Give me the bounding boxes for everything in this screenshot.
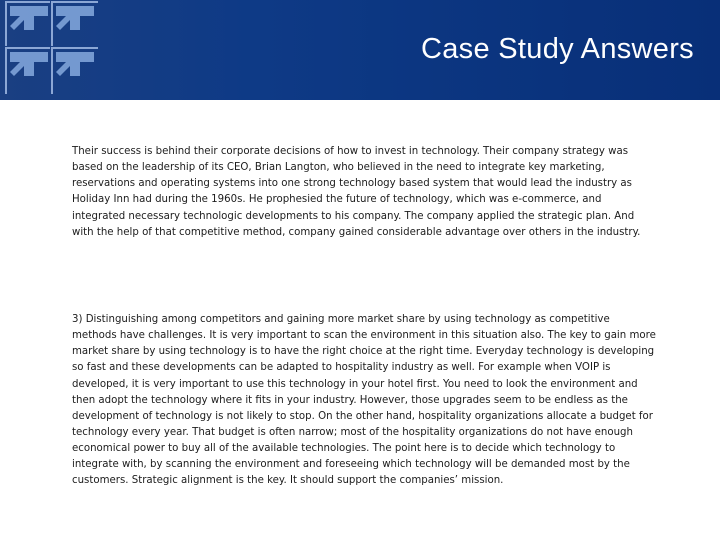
paragraph-1: Their success is behind their corporate decisions of how to invest in technology. Their company strategy was based on the leadership of its CEO, Brian Langton, who believed in the need to integrate key marketing, reservations and operating systems into one strong technology based system that would lead the industry as Holiday Inn had during the 1960s. He prophesied the future of technology, which was e-commerce, and integrated necessary technologic developments to his company. The company applied the strategic plan. And with the help of that competitive method, company gained considerable advantage over others in the industry. <box>72 146 641 238</box>
slide-title: Case Study Answers <box>421 33 694 65</box>
arrows-logo-icon <box>0 0 110 100</box>
paragraph-2: 3) Distinguishing among competitors and gaining more market share by using technology as competitive methods have challenges. It is very important to scan the environment in this situation also. The key to gain more market share by using technology is to have the right choice at the right time. Everyday technology is developing so fast and these developments can be adapted to hospitality industry as well. For example when VOIP is developed, it is very important to use this technology in your hotel first. You need to look the environment and then adopt the technology where it fits in your industry. However, those upgrades seem to be endless as the development of technology is not likely to stop. On the other hand, hospitality organizations allocate a budget for technology every year. That budget is often narrow; most of the hospitality organizations do not have enough economical power to buy all of the available technologies. The point here is to decide which technology to integrate with, by scanning the environment and foreseeing which technology will be demanded most by the customers. Strategic alignment is the key. It should support the companies’ mission. <box>72 314 656 487</box>
slide-header <box>0 0 720 100</box>
